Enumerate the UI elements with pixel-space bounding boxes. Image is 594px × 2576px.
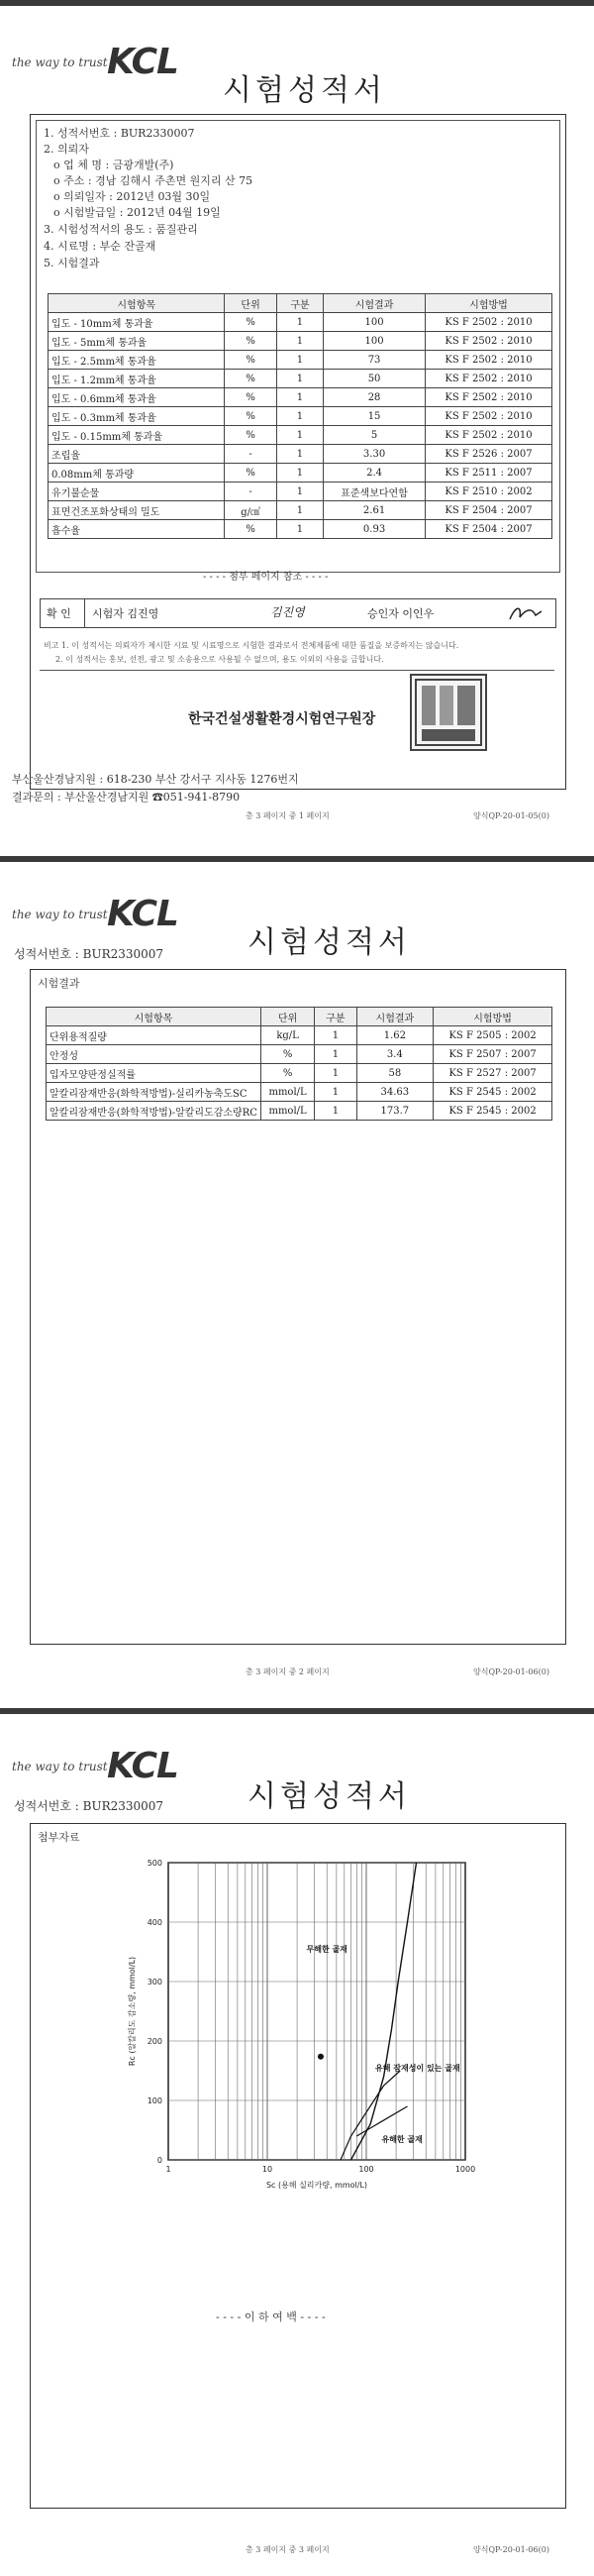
data-point (318, 2054, 324, 2060)
page-3 (0, 1704, 594, 2576)
table-row (49, 407, 552, 426)
col-header: 시험방법 (425, 294, 551, 313)
table-cell: 1 (276, 501, 323, 520)
table-row (49, 426, 552, 445)
table-cell: % (225, 426, 276, 445)
page-count: 총 3 페이지 중 3 페이지 (246, 2545, 330, 2554)
table-cell: 입도 - 0.3mm체 통과율 (49, 407, 225, 426)
y-tick-label: 300 (147, 1978, 162, 1986)
table-cell: KS F 2502 : 2010 (425, 332, 551, 351)
approver-name: 승인자 이인우 (367, 607, 435, 620)
table-cell: 알칼리잠재반응(화학적방법)-알칼리도감소량RC (47, 1102, 261, 1121)
table-cell: % (225, 464, 276, 483)
client-address: o 주소 : 경남 김해시 주촌면 원지리 산 75 (53, 174, 253, 187)
table-row (47, 1083, 552, 1102)
sample-name: 4. 시료명 : 부순 잔골재 (44, 240, 156, 253)
form-number: 양식QP-20-01-05(0) (473, 811, 549, 820)
y-tick-label: 500 (147, 1859, 162, 1868)
kcl-logo: KCL (107, 42, 178, 82)
region-label: 무해한 골재 (306, 1945, 347, 1954)
table-row (47, 1026, 552, 1045)
table-cell: 입도 - 2.5mm체 통과율 (49, 351, 225, 370)
table-cell: KS F 2502 : 2010 (425, 426, 551, 445)
table-cell: KS F 2502 : 2010 (425, 370, 551, 388)
table-cell: 0.93 (324, 520, 426, 539)
table-cell: 1 (276, 351, 323, 370)
table-cell: 입자모양판정실적률 (47, 1064, 261, 1083)
table-cell: 1 (276, 426, 323, 445)
approver-signature-mark (506, 601, 545, 625)
table-cell: KS F 2507 : 2007 (434, 1045, 552, 1064)
table-cell: % (225, 332, 276, 351)
page-title: 시험성적서 (248, 1779, 411, 1814)
seal-pattern-icon (412, 676, 485, 749)
request-date: o 의뢰일자 : 2012년 03월 30일 (53, 190, 211, 203)
table-cell: KS F 2502 : 2010 (425, 351, 551, 370)
y-tick-label: 100 (147, 2096, 162, 2105)
alkali-reactivity-chart (99, 1853, 495, 2229)
col-header: 시험결과 (356, 1008, 434, 1026)
note-1: 비고 1. 이 성적서는 의뢰자가 제시한 시료 및 시료명으로 시험한 결과로서 전체제품에 대한 품질을 보증하지는 않습니다. (44, 641, 459, 650)
report-number: 성적서번호 : BUR2330007 (14, 947, 164, 961)
table-cell: % (225, 370, 276, 388)
table-cell: KS F 2502 : 2010 (425, 313, 551, 332)
page-count: 총 3 페이지 중 1 페이지 (246, 811, 330, 820)
table-cell: 1 (276, 464, 323, 483)
table-row (49, 445, 552, 464)
page-1 (0, 0, 594, 852)
kcl-logo: KCL (107, 1746, 178, 1786)
table-header-row (49, 294, 552, 313)
table-cell: 173.7 (356, 1102, 434, 1121)
table-cell: 34.63 (356, 1083, 434, 1102)
end-note: - - - - 이 하 여 백 - - - - (216, 2310, 326, 2323)
x-tick-label: 10 (261, 2165, 273, 2174)
table-row (49, 351, 552, 370)
form-number: 양식QP-20-01-06(0) (473, 2545, 549, 2554)
table-cell: 입도 - 1.2mm체 통과율 (49, 370, 225, 388)
table-cell: 흡수율 (49, 520, 225, 539)
table-cell: 100 (324, 313, 426, 332)
slogan: the way to trust (12, 55, 108, 69)
table-row (47, 1064, 552, 1083)
table-cell: KS F 2526 : 2007 (425, 445, 551, 464)
table-cell: KS F 2502 : 2010 (425, 388, 551, 407)
contact-phone: 결과문의 : 부산울산경남지원 ☎051-941-8790 (12, 791, 241, 804)
table-row (49, 483, 552, 501)
col-header: 구분 (276, 294, 323, 313)
table-cell: KS F 2545 : 2002 (434, 1083, 552, 1102)
table-cell: - (225, 483, 276, 501)
table-cell: 1 (315, 1064, 356, 1083)
region-label: 유해 잠재성이 있는 골재 (375, 2064, 460, 2073)
table-cell: 단위용적질량 (47, 1026, 261, 1045)
table-cell: 2.4 (324, 464, 426, 483)
plot-area (168, 1863, 465, 2160)
table-cell: 28 (324, 388, 426, 407)
y-tick-label: 200 (147, 2037, 162, 2046)
table-row (49, 313, 552, 332)
section-label: 시험결과 (38, 977, 80, 990)
table-cell: % (260, 1045, 314, 1064)
table-cell: 3.4 (356, 1045, 434, 1064)
slogan: the way to trust (12, 908, 108, 921)
table-row (47, 1102, 552, 1121)
attachment-note: - - - - 첨부 페이지 참조 - - - - (203, 572, 329, 583)
y-axis-label: Rc (알칼리도 감소량, mmol/L) (128, 1956, 137, 2067)
table-cell: 입도 - 0.6mm체 통과율 (49, 388, 225, 407)
table-cell: KS F 2527 : 2007 (434, 1064, 552, 1083)
table-cell: 1.62 (356, 1026, 434, 1045)
kcl-logo: KCL (107, 894, 178, 934)
table-cell: % (225, 351, 276, 370)
section-label: 첨부자료 (38, 1831, 80, 1844)
table-cell: 표준색보다연함 (324, 483, 426, 501)
table-cell: mmol/L (260, 1083, 314, 1102)
table-cell: 입도 - 5mm체 통과율 (49, 332, 225, 351)
table-cell: 1 (315, 1026, 356, 1045)
table-cell: 알칼리잠재반응(화학적방법)-실리카농축도SC (47, 1083, 261, 1102)
table-row (49, 501, 552, 520)
col-header: 구분 (315, 1008, 356, 1026)
table-cell: KS F 2510 : 2002 (425, 483, 551, 501)
table-cell: 1 (315, 1045, 356, 1064)
table-cell: % (260, 1064, 314, 1083)
institute-name: 한국건설생활환경시험연구원장 (188, 711, 376, 727)
confirm-label: 확 인 (47, 607, 71, 620)
table-cell: 1 (276, 388, 323, 407)
table-cell: 유기불순물 (49, 483, 225, 501)
col-header: 단위 (260, 1008, 314, 1026)
table-cell: 조립율 (49, 445, 225, 464)
page-title: 시험성적서 (248, 925, 411, 960)
client-company: o 업 체 명 : 금광개발(주) (53, 159, 174, 171)
col-header: 시험결과 (324, 294, 426, 313)
tester-name: 시험자 김진영 (92, 607, 159, 620)
table-cell: 58 (356, 1064, 434, 1083)
table-row (49, 332, 552, 351)
table-cell: KS F 2505 : 2002 (434, 1026, 552, 1045)
table-cell: 안정성 (47, 1045, 261, 1064)
client-heading: 2. 의뢰자 (44, 143, 89, 156)
official-seal (410, 674, 487, 751)
table-cell: 1 (276, 332, 323, 351)
table-cell: KS F 2502 : 2010 (425, 407, 551, 426)
table-cell: 73 (324, 351, 426, 370)
x-axis-label: Sc (용해 실리카량, mmol/L) (265, 2181, 368, 2190)
table-cell: KS F 2504 : 2007 (425, 501, 551, 520)
results-table-2 (46, 1007, 552, 1121)
table-cell: 1 (276, 370, 323, 388)
page-count: 총 3 페이지 중 2 페이지 (246, 1667, 330, 1676)
table-cell: 1 (276, 407, 323, 426)
table-header-row (47, 1008, 552, 1026)
page-2 (0, 852, 594, 1704)
table-cell: % (225, 388, 276, 407)
col-header: 단위 (225, 294, 276, 313)
table-cell: 0.08mm체 통과량 (49, 464, 225, 483)
table-cell: 1 (276, 313, 323, 332)
results-table-1 (48, 293, 552, 539)
note-2: 2. 이 성적서는 홍보, 선전, 광고 및 소송용으로 사용될 수 없으며, 용도 이외의 사용을 금합니다. (55, 655, 384, 664)
table-cell: 3.30 (324, 445, 426, 464)
table-cell: 표면건조포화상태의 밀도 (49, 501, 225, 520)
table-cell: - (225, 445, 276, 464)
x-tick-label: 1 (165, 2165, 171, 2174)
table-cell: 1 (315, 1083, 356, 1102)
table-cell: 입도 - 10mm체 통과율 (49, 313, 225, 332)
table-cell: KS F 2511 : 2007 (425, 464, 551, 483)
report-purpose: 3. 시험성적서의 용도 : 품질관리 (44, 223, 198, 236)
table-row (49, 370, 552, 388)
table-cell: 2.61 (324, 501, 426, 520)
table-cell: 50 (324, 370, 426, 388)
table-row (49, 464, 552, 483)
table-row (47, 1045, 552, 1064)
tester-signature: 김진영 (270, 605, 305, 619)
table-cell: 입도 - 0.15mm체 통과율 (49, 426, 225, 445)
signature-row (40, 598, 556, 628)
table-cell: 5 (324, 426, 426, 445)
issue-date: o 시험발급일 : 2012년 04월 19일 (53, 206, 221, 219)
slogan: the way to trust (12, 1760, 108, 1773)
table-row (49, 388, 552, 407)
y-tick-label: 400 (147, 1918, 162, 1927)
table-cell: KS F 2545 : 2002 (434, 1102, 552, 1121)
table-cell: 1 (276, 520, 323, 539)
col-header: 시험항목 (47, 1008, 261, 1026)
x-tick-label: 1000 (454, 2165, 476, 2174)
table-row (49, 520, 552, 539)
table-cell: KS F 2504 : 2007 (425, 520, 551, 539)
table-cell: kg/L (260, 1026, 314, 1045)
table-cell: mmol/L (260, 1102, 314, 1121)
table-cell: 15 (324, 407, 426, 426)
table-cell: 100 (324, 332, 426, 351)
table-cell: % (225, 407, 276, 426)
col-header: 시험항목 (49, 294, 225, 313)
y-tick-label: 0 (156, 2156, 162, 2165)
report-number: 1. 성적서번호 : BUR2330007 (44, 127, 195, 140)
table-cell: g/㎤ (225, 501, 276, 520)
table-cell: % (225, 313, 276, 332)
branch-address: 부산울산경남지원 : 618-230 부산 강서구 지사동 1276번지 (12, 773, 299, 786)
table-cell: 1 (315, 1102, 356, 1121)
col-header: 시험방법 (434, 1008, 552, 1026)
page-title: 시험성적서 (223, 73, 386, 108)
table-cell: 1 (276, 445, 323, 464)
table-cell: % (225, 520, 276, 539)
region-label: 유해한 골재 (381, 2135, 423, 2144)
x-tick-label: 100 (358, 2165, 374, 2174)
report-number: 성적서번호 : BUR2330007 (14, 1799, 164, 1813)
results-heading: 5. 시험결과 (44, 257, 100, 269)
table-cell: 1 (276, 483, 323, 501)
form-number: 양식QP-20-01-06(0) (473, 1667, 549, 1676)
